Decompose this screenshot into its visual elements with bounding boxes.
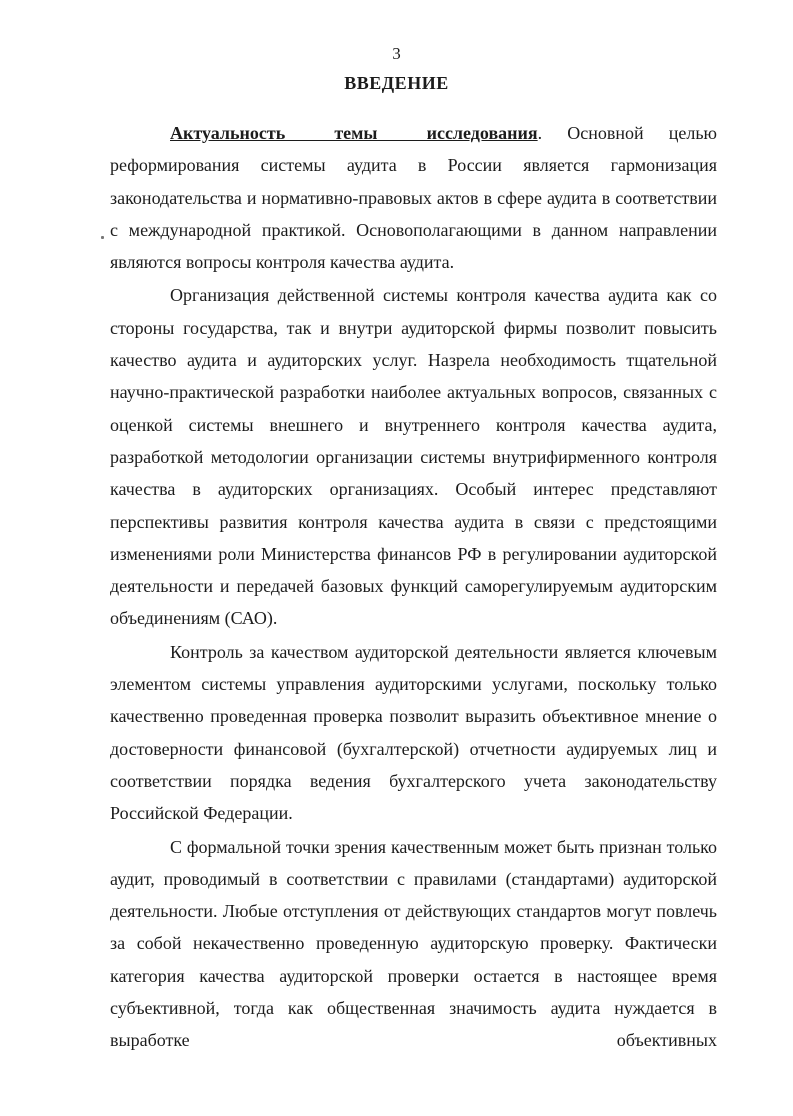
paragraph-text: . Основной целью реформирования системы аудита в России является гармонизация законодательства и нормативно-правовых актов в сфере аудита в соответствии с международной практикой. Основополагающими в данном направлении являются вопросы контроля качества аудита.	[110, 123, 717, 273]
paragraph-formal	[110, 831, 717, 1057]
paragraph-organization	[110, 279, 717, 634]
page-title: ВВЕДЕНИЕ	[344, 73, 449, 93]
paragraph-relevance	[110, 117, 717, 278]
paragraph-text: Организация действенной системы контроля качества аудита как со стороны государства, так и внутри аудиторской фирмы позволит повысить качество аудита и аудиторских услуг. Назрела необходимость тщательной научно-практической разработки наиболее актуальных вопросов, связанных с оценкой системы внешнего и внутреннего контроля качества аудита, разработкой методологии организации системы внутрифирменного контроля качества в аудиторских организациях. Особый интерес представляют перспективы развития контроля качества аудита в связи с предстоящими изменениями роли Министерства финансов РФ в регулировании аудиторской деятельности и передачей базовых функций саморегулируемым аудиторским объединениям (САО).	[110, 285, 717, 629]
paragraph-text: Контроль за качеством аудиторской деятельности является ключевым элементом системы управления аудиторскими услугами, поскольку только качественно проведенная проверка позволит выразить объективное мнение о достоверности финансовой (бухгалтерской) отчетности аудируемых лиц и соответствии порядка ведения бухгалтерского учета законодательству Российской Федерации.	[110, 641, 717, 824]
paragraph-text: С формальной точки зрения качественным может быть признан только аудит, проводимый в соответствии с правилами (стандартами) аудиторской деятельности. Любые отступления от действующих стандартов могут повлечь за собой некачественно проведенную аудиторскую проверку. Фактически категория качества аудиторской проверки остается в настоящее время субъективной, тогда как общественная значимость аудита нуждается в выработке объективных	[110, 836, 717, 1051]
paragraph-control	[110, 636, 717, 830]
relevance-lead: Актуальность темы исследования	[170, 123, 538, 143]
page-number: 3	[392, 44, 401, 63]
scan-speck	[101, 236, 104, 239]
body-text	[110, 117, 717, 1057]
